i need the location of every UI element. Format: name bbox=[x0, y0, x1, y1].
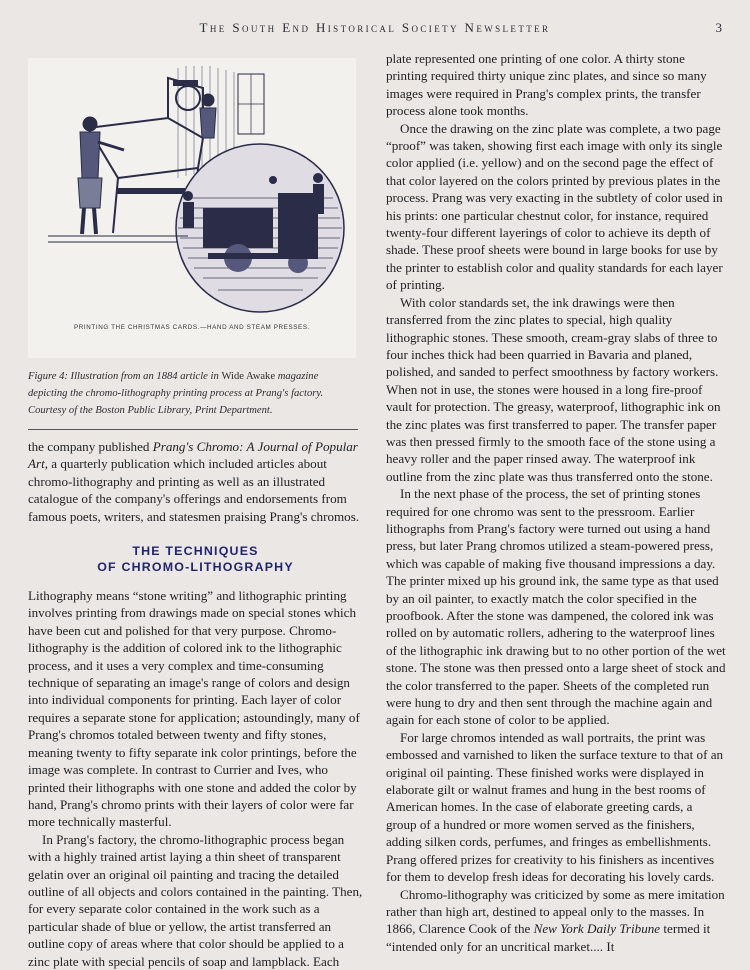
right-column bbox=[386, 50, 726, 955]
right-paragraph-5: For large chromos intended as wall portraits, the print was embossed and varnished to liken the surface texture to that of an original oil painting. These finished works were displayed in elaborate gilt or walnut frames and hung in the best rooms of American homes. In the case of elaborate greeting cards, a group of a hundred or more women served as the finishers, adding silken cords, perfumes, and fringes as embellishments. Prang offered prizes for creativity to his finishers as incentives for them to develop fresh ideas for decorating his lovely cards. bbox=[386, 729, 724, 885]
left-paragraph-2: Lithography means “stone writing” and lithographic printing involves printing from drawings made on special stones which have been cut and polished for that very purpose. Chromo-lithography is the addition of colored ink to the lithographic process, and it uses a very complex and time-consuming technique of separating an image's range of colors and design into individual components for printing. Each layer of color requires a separate stone for application; astoundingly, many of Prang's chromos totaled between twenty and fifty stones, meaning twenty to fifty separate ink color printings, before the image was complete. In contrast to Currier and Ives, who printed their lithographs with one stone and added the color by hand, Prang's chromo prints with their layers of color were far more technically masterful. bbox=[28, 588, 360, 830]
magazine-title: Wide Awake bbox=[221, 371, 276, 382]
left-paragraph-1: the company published Prang's Chromo: A Journal of Popular Art, a quarterly publication which included articles about chromo-lithography and printing as well as an illustrated catalogue of the company's offerings and endorsements from famous poets, writers, and statesmen praising Prang's chromos. bbox=[28, 439, 360, 524]
caption-divider bbox=[28, 429, 358, 430]
right-paragraph-1: plate represented one printing of one color. A thirty stone printing required thirty unique zinc plates, and since so many images were required in Prang's complex prints, the transfer process alone took months. bbox=[386, 51, 707, 119]
engraving-caption: PRINTING THE CHRISTMAS CARDS.—HAND AND STEAM PRESSES. bbox=[73, 324, 310, 331]
journal-title: Prang's Chromo: A Journal of Popular Art, bbox=[28, 439, 358, 472]
press-engraving bbox=[28, 58, 356, 320]
figure-caption: Figure 4: Illustration from an 1884 article in Wide Awake magazine depicting the chromo-lithography printing process at Prang's factory. Courtesy of the Boston Public Library, Print Department. bbox=[28, 371, 324, 416]
right-paragraph-3: With color standards set, the ink drawings were then transferred from the zinc plates to special, high quality lithographic stones. These smooth, cream-gray slabs of three to four inches thick had been quarried in Bavaria and planed, polished, and sanded to perfect smoothness by factory workers. When not in use, the stones were housed in a long fire-proof vault for protection. The greasy, waterproof, lithographic ink on the zinc plates was first transferred to paper. The transfer paper was then pressed firmly to the smooth face of the stone using a heavy roller and the paper rinsed away. The waterproof ink outline from the zinc plate was thus transferred onto the stone. bbox=[386, 294, 721, 484]
left-column bbox=[28, 58, 363, 970]
section-heading: THE TECHNIQUES OF CHROMO-LITHOGRAPHY bbox=[97, 544, 294, 575]
newspaper-title: New York Daily Tribune bbox=[533, 921, 661, 937]
right-paragraph-4: In the next phase of the process, the set of printing stones required for one chromo was sent to the pressroom. Earlier lithographs from Prang's factory were turned out using a hand press, but later Prang chromos utilized a steam-powered press, which was capable of making five thousand impressions a day. The printer mixed up his ground ink, the same type as that used by an oil painter, to exactly match the color specified in the proofbook. After the stone was dampened, the colored ink was rolled on by automatic rollers, adhering to the waterproof lines of the lithographic ink drawing but to no other portion of the wet stone. The stone was then pressed onto a large sheet of stock and the color transferred to the paper. Sheets of the completed run were hung to dry and then sent through the machine again and again for each stone of color to be applied. bbox=[386, 486, 726, 728]
printing-press-illustration bbox=[28, 58, 356, 358]
page-number: 3 bbox=[715, 20, 722, 35]
running-header: The South End Historical Society Newsletter bbox=[199, 20, 551, 35]
left-paragraph-3: In Prang's factory, the chromo-lithographic process began with a highly trained artist laying a thin sheet of transparent gelatin over an original oil painting and tracing the detailed outline of all objects and colors contained in the painting. Then, for every separate color contained in the work such as a particular shade of blue or yellow, the artist transferred an outline copy of areas where that color should be applied to a zinc plate with special pencils of soap and lampblack. Each bbox=[28, 831, 363, 969]
right-paragraph-2: Once the drawing on the zinc plate was complete, a two page “proof” was taken, showing first each image with only its single color applied (i.e. yellow) and on the second page the effect of that color layered on the colors printed by previous plates in the process. Prang was very exacting in the subtlety of color used in his prints: one particular chestnut color, for instance, required twenty-four different layerings of color to achieve its depth of shade. These proof sheets were bound in large books for use by the printer to establish color and quality standards for each layer of printing. bbox=[386, 120, 723, 293]
right-paragraph-6: Chromo-lithography was criticized by some as mere imitation rather than high art, destined to appeal only to the masses. In 1866, Clarence Cook of the New York Daily Tribune termed it “intended only for an uncritical market.... It bbox=[386, 886, 725, 954]
